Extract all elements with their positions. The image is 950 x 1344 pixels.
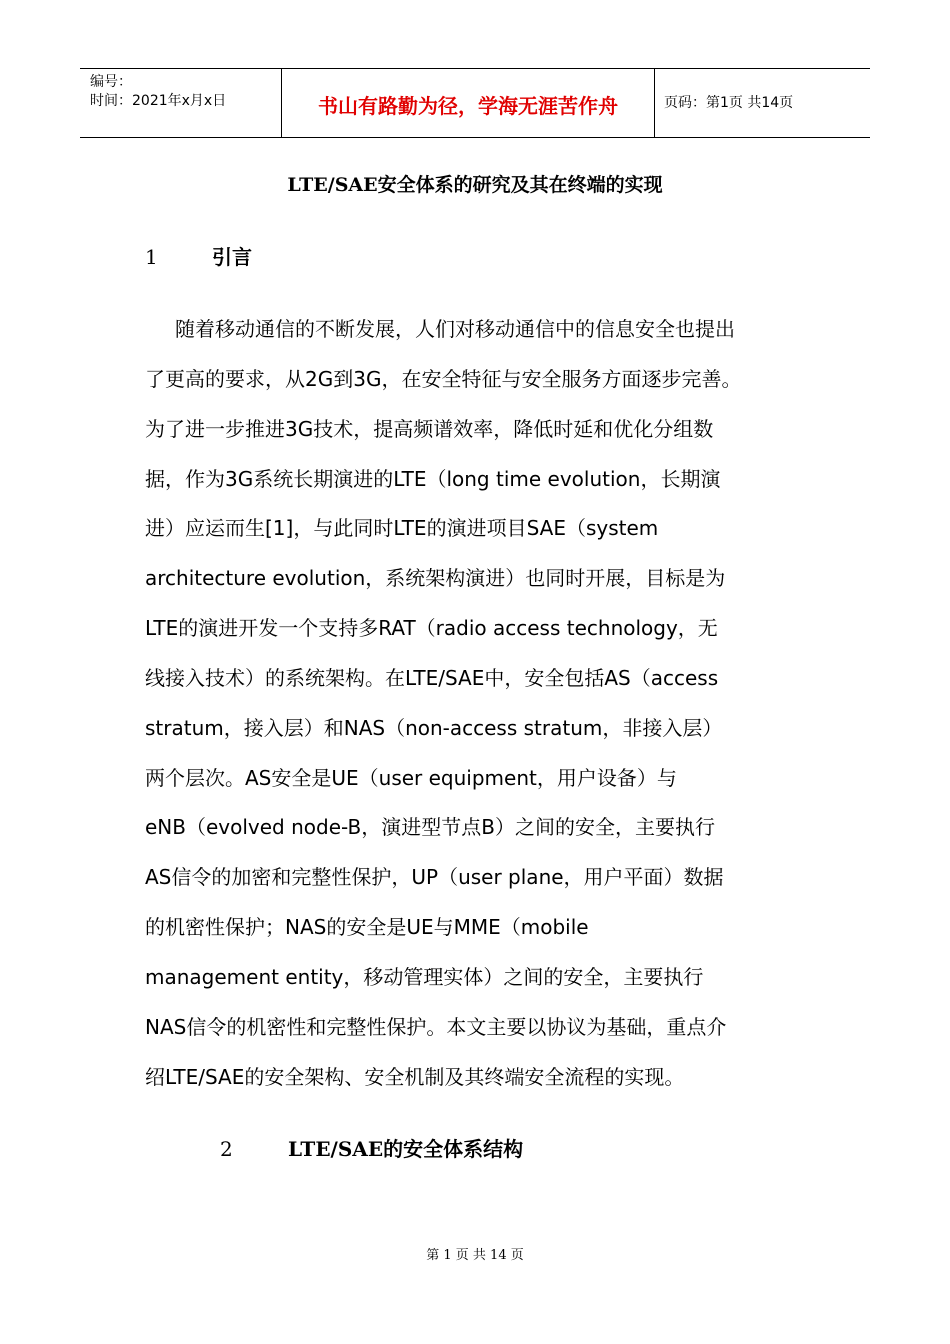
document-header (80, 68, 870, 138)
section-number: 1 (145, 245, 158, 269)
paragraph-line: 了更高的要求，从2G到3G，在安全特征与安全服务方面逐步完善。 (145, 366, 742, 391)
header-page-cell (654, 69, 870, 137)
header-motto-cell (281, 69, 655, 137)
paragraph-line: eNB（evolved node-B，演进型节点B）之间的安全，主要执行 (145, 815, 715, 840)
paragraph-line: 的机密性保护；NAS的安全是UE与MME（mobile (145, 915, 589, 940)
paragraph-line: LTE的演进开发一个支持多RAT（radio access technology，无 (145, 616, 718, 641)
document-title: LTE/SAE安全体系的研究及其在终端的实现 (287, 174, 663, 196)
paragraph-line: 线接入技术）的系统架构。在LTE/SAE中，安全包括AS（access (145, 665, 719, 690)
section-title: LTE/SAE的安全体系结构 (288, 1137, 524, 1161)
paragraph-line: 两个层次。AS安全是UE（user equipment，用户设备）与 (145, 765, 677, 790)
paragraph-line: NAS信令的机密性和完整性保护。本文主要以协议为基础，重点介 (145, 1014, 727, 1039)
page-footer: 第 1 页 共 14 页 (426, 1248, 524, 1263)
intro-paragraph (145, 305, 825, 1103)
paragraph-line: management entity，移动管理实体）之间的安全，主要执行 (145, 964, 704, 989)
header-info-cell (80, 69, 280, 137)
section-number: 2 (220, 1137, 233, 1161)
paragraph-line: 随着移动通信的不断发展，人们对移动通信中的信息安全也提出 (175, 317, 735, 341)
paragraph-line: 进）应运而生[1]，与此同时LTE的演进项目SAE（system (145, 516, 659, 541)
page-info: 页码：第1页 共14页 (664, 95, 794, 111)
serial-number-label: 编号： (90, 74, 132, 90)
paragraph-line: 为了进一步推进3G技术，提高频谱效率，降低时延和优化分组数 (145, 416, 714, 441)
date-label: 时间：2021年x月x日 (90, 93, 227, 109)
paragraph-line: AS信令的加密和完整性保护，UP（user plane，用户平面）数据 (145, 865, 724, 890)
paragraph-line: 据，作为3G系统长期演进的LTE（long time evolution，长期演 (145, 466, 721, 491)
paragraph-line: 绍LTE/SAE的安全架构、安全机制及其终端安全流程的实现。 (145, 1064, 685, 1089)
section-title: 引言 (212, 245, 252, 269)
motto-text: 书山有路勤为径，学海无涯苦作舟 (318, 94, 618, 118)
paragraph-line: stratum，接入层）和NAS（non-access stratum，非接入层） (145, 715, 723, 740)
paragraph-line: architecture evolution，系统架构演进）也同时开展，目标是为 (145, 566, 726, 591)
